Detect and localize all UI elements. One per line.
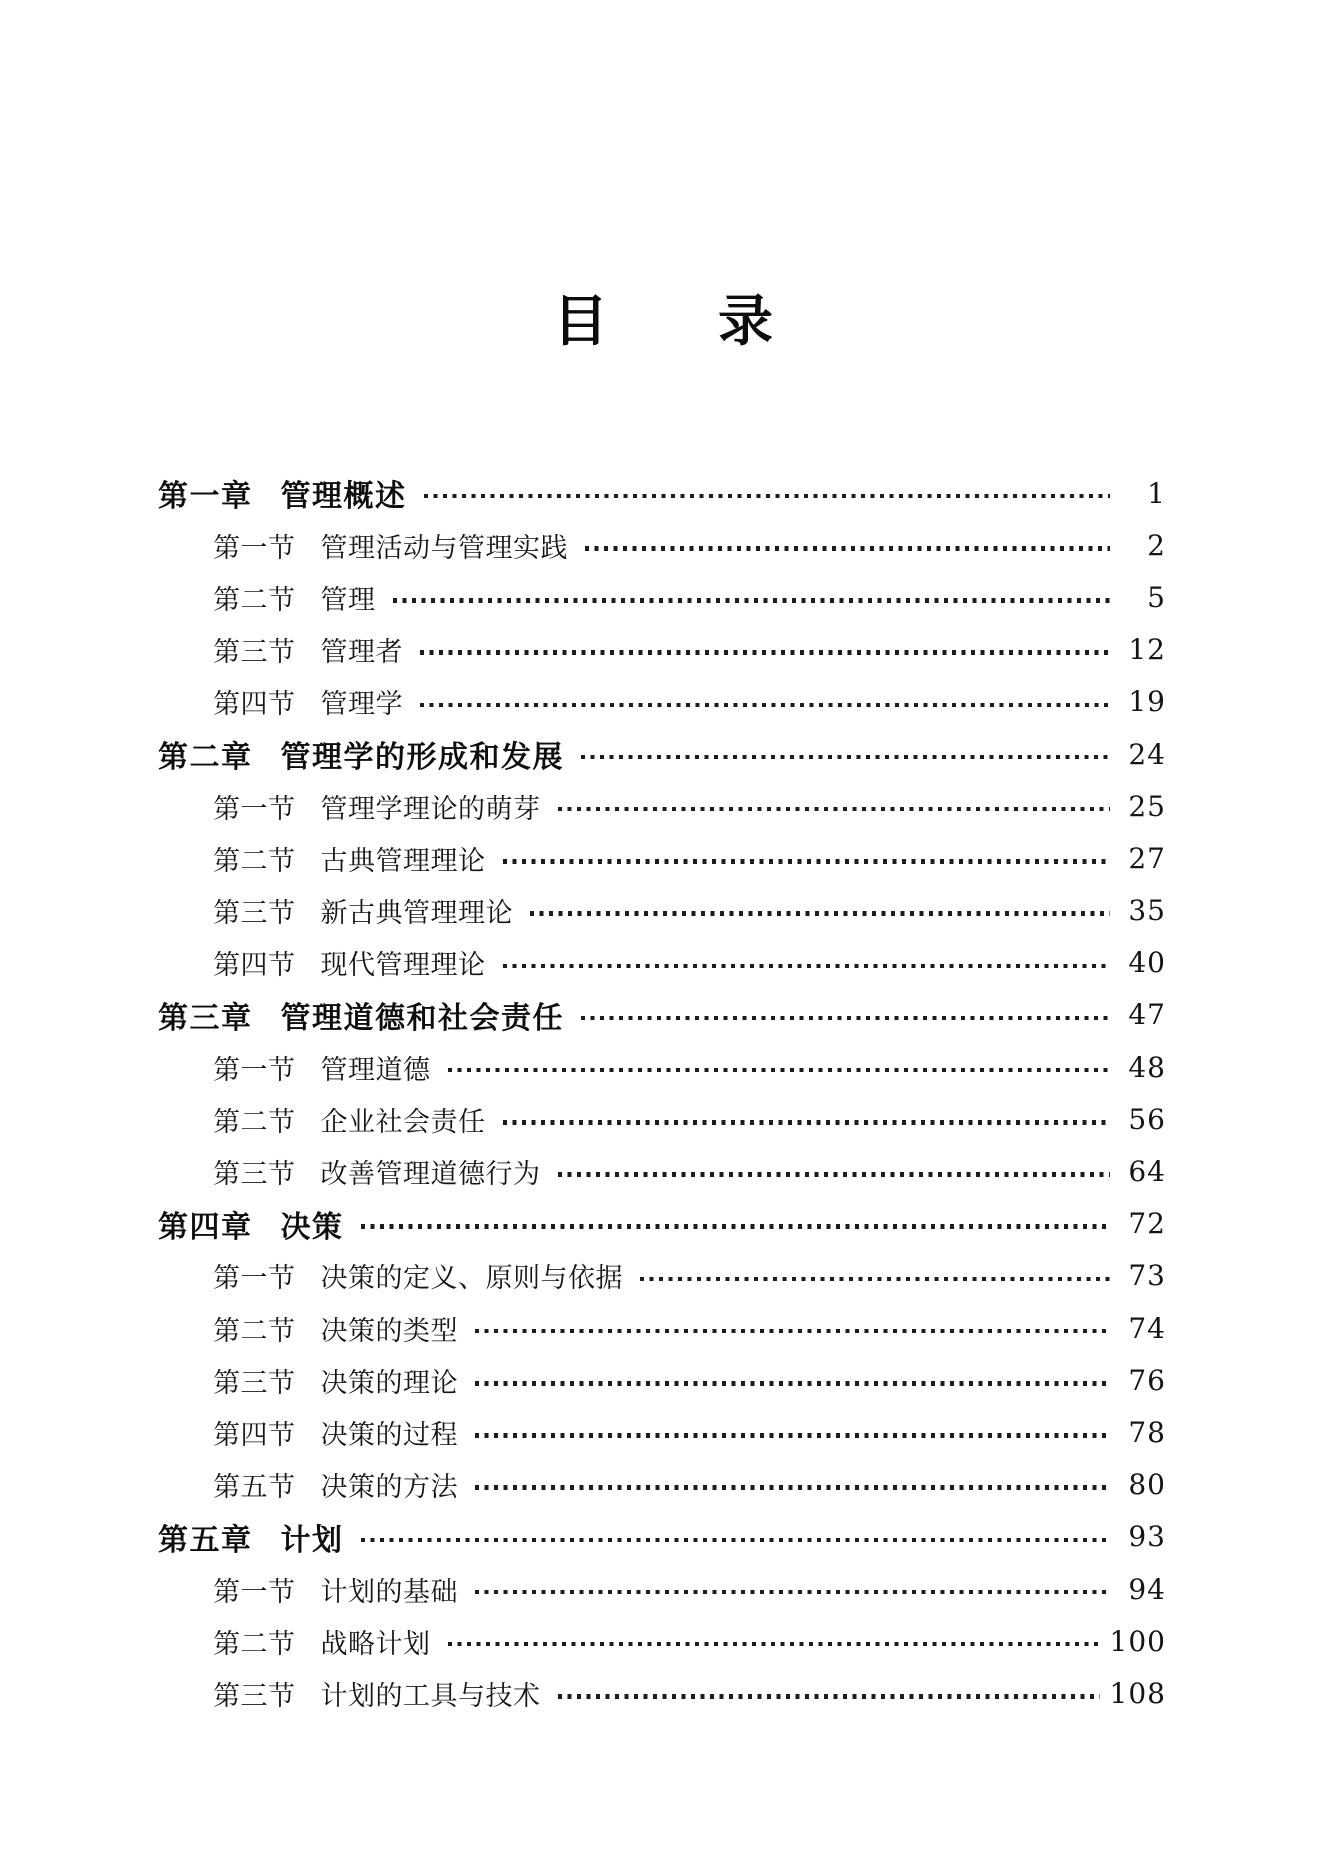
page-number: 35 [1128,894,1166,928]
toc-section-row [158,1250,1166,1302]
chapter-title: 管理道德和社会责任 [280,1001,564,1035]
dot-leader [475,1329,1110,1334]
section-title: 古典管理理论 [320,845,486,876]
section-title: 计划的工具与技术 [320,1680,541,1711]
dot-leader [424,494,1111,499]
dot-leader [420,703,1110,708]
page-number: 5 [1147,580,1166,614]
section-title: 决策的理论 [320,1367,458,1398]
toc-section-row [158,1406,1166,1458]
section-title: 计划的基础 [320,1576,458,1607]
dot-leader [530,911,1110,916]
toc-section-row [158,1615,1166,1667]
toc-section-row [158,571,1166,623]
dot-leader [475,1381,1110,1386]
dot-leader [640,1277,1110,1282]
page-number: 93 [1128,1520,1166,1554]
toc-chapter-row [158,1511,1166,1563]
page-number: 1 [1147,476,1166,510]
toc-list [158,467,1166,1720]
toc-section-row [158,1563,1166,1615]
page-number: 25 [1128,789,1166,823]
chapter-title: 决策 [280,1210,344,1244]
dot-leader [420,650,1110,655]
section-title: 管理 [320,584,376,615]
section-number-label: 第三节 [213,1680,296,1711]
section-title: 管理学 [320,689,403,720]
toc-chapter-row [158,1198,1166,1250]
chapter-number-label: 第五章 [158,1523,253,1557]
section-number-label: 第二节 [213,584,296,615]
section-title: 决策的定义、原则与依据 [320,1263,623,1294]
toc-section-row [158,624,1166,676]
page-number: 24 [1128,737,1166,771]
toc-section-row [158,937,1166,989]
page-number: 27 [1128,841,1166,875]
page-number: 40 [1128,946,1166,980]
dot-leader [503,964,1111,969]
section-number-label: 第一节 [213,1054,296,1085]
page-number: 74 [1128,1311,1166,1345]
page-number: 80 [1128,1468,1166,1502]
section-number-label: 第五节 [213,1472,296,1503]
section-number-label: 第一节 [213,1576,296,1607]
dot-leader [393,598,1111,603]
toc-section-row [158,519,1166,571]
toc-section-row [158,1354,1166,1406]
page-number: 78 [1128,1415,1166,1449]
toc-section-row [158,832,1166,884]
page-number: 64 [1128,1155,1166,1189]
toc-section-row [158,1459,1166,1511]
section-title: 现代管理理论 [320,950,486,981]
dot-leader [558,807,1111,812]
toc-section-row [158,1093,1166,1145]
section-title: 战略计划 [320,1628,431,1659]
page-number: 94 [1128,1572,1166,1606]
toc-section-row [158,1145,1166,1197]
section-number-label: 第一节 [213,1263,296,1294]
toc-chapter-row [158,467,1166,519]
page-number: 12 [1128,633,1166,667]
dot-leader [448,1642,1100,1647]
chapter-title: 管理概述 [280,480,407,514]
page-number: 2 [1147,528,1166,562]
page-number: 73 [1128,1259,1166,1293]
dot-leader [581,755,1110,760]
page-number: 47 [1128,998,1166,1032]
section-title: 决策的方法 [320,1472,458,1503]
dot-leader [475,1590,1110,1595]
toc-section-row [158,1041,1166,1093]
toc-section-row [158,1667,1166,1719]
section-title: 决策的过程 [320,1419,458,1450]
page-number: 72 [1128,1207,1166,1241]
section-number-label: 第一节 [213,793,296,824]
chapter-number-label: 第二章 [158,741,253,775]
section-title: 管理道德 [320,1054,431,1085]
section-number-label: 第四节 [213,950,296,981]
section-number-label: 第四节 [213,689,296,720]
section-number-label: 第二节 [213,1628,296,1659]
page-number: 76 [1128,1363,1166,1397]
toc-section-row [158,1302,1166,1354]
chapter-title: 计划 [280,1523,344,1557]
section-number-label: 第二节 [213,1315,296,1346]
section-number-label: 第二节 [213,1106,296,1137]
section-title: 管理学理论的萌芽 [320,793,541,824]
chapter-number-label: 第四章 [158,1210,253,1244]
section-title: 改善管理道德行为 [320,1159,541,1190]
page-number: 108 [1109,1676,1166,1710]
dot-leader [581,1016,1110,1021]
dot-leader [448,1068,1111,1073]
dot-leader [585,546,1110,551]
section-title: 决策的类型 [320,1315,458,1346]
chapter-title: 管理学的形成和发展 [280,741,564,775]
chapter-number-label: 第三章 [158,1001,253,1035]
dot-leader [475,1433,1110,1438]
page-number: 19 [1128,685,1166,719]
chapter-number-label: 第一章 [158,480,253,514]
section-number-label: 第三节 [213,1367,296,1398]
page-number: 56 [1128,1102,1166,1136]
dot-leader [558,1172,1111,1177]
toc-section-row [158,885,1166,937]
dot-leader [475,1485,1110,1490]
page-number: 48 [1128,1050,1166,1084]
page-number: 100 [1109,1624,1166,1658]
toc-section-row [158,676,1166,728]
page-title: 目 录 [552,290,773,352]
section-title: 管理者 [320,637,403,668]
dot-leader [361,1224,1111,1229]
toc-chapter-row [158,728,1166,780]
dot-leader [558,1694,1100,1699]
section-number-label: 第四节 [213,1419,296,1450]
toc-chapter-row [158,989,1166,1041]
dot-leader [503,1120,1111,1125]
dot-leader [361,1538,1111,1543]
section-number-label: 第三节 [213,898,296,929]
section-title: 管理活动与管理实践 [320,532,568,563]
section-number-label: 第一节 [213,532,296,563]
section-number-label: 第二节 [213,845,296,876]
dot-leader [503,859,1111,864]
section-number-label: 第三节 [213,637,296,668]
section-number-label: 第三节 [213,1159,296,1190]
toc-section-row [158,780,1166,832]
section-title: 企业社会责任 [320,1106,486,1137]
section-title: 新古典管理理论 [320,898,513,929]
